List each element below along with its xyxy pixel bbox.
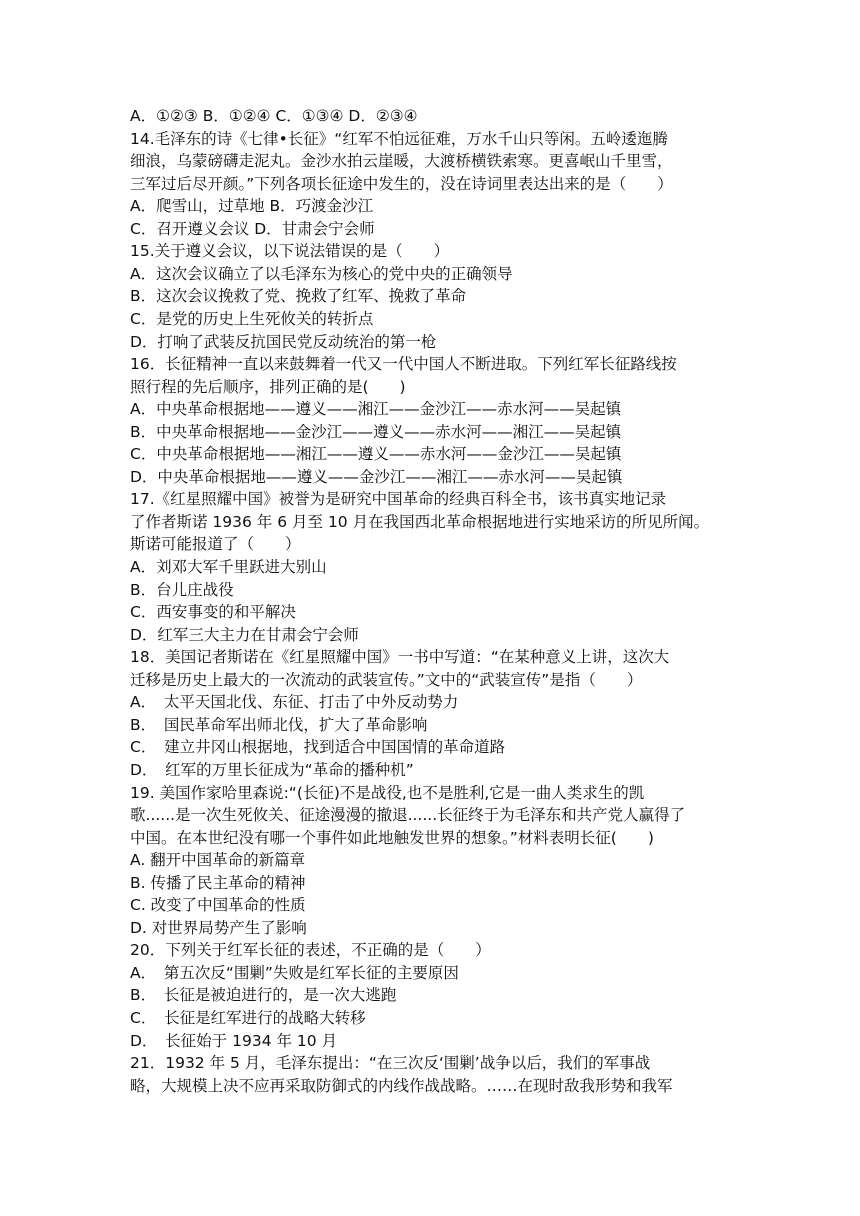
text-line: 18．美国记者斯诺在《红星照耀中国》一书中写道：“在某种意义上讲，这次大 <box>130 648 670 666</box>
text-line: B. 传播了民主革命的精神 <box>130 874 306 892</box>
text-line: D．打响了武装反抗国民党反动统治的第一枪 <box>130 333 437 351</box>
text-line: B．这次会议挽救了党、挽救了红军、挽救了革命 <box>130 287 467 305</box>
text-line: A．爬雪山，过草地 B．巧渡金沙江 <box>130 197 374 215</box>
text-line: 中国。在本世纪没有哪一个事件如此地触发世界的想象。”材料表明长征( ) <box>130 829 654 847</box>
text-line: D. 对世界局势产生了影响 <box>130 919 307 937</box>
text-line: A. 翻开中国革命的新篇章 <box>130 851 306 869</box>
text-line: 略，大规模上决不应再采取防御式的内线作战战略。……在现时敌我形势和我军 <box>130 1077 673 1095</box>
text-line: 19. 美国作家哈里森说:“(长征)不是战役,也不是胜利,它是一曲人类求生的凯 <box>130 784 645 802</box>
text-line: 16．长征精神一直以来鼓舞着一代又一代中国人不断进取。下列红军长征路线按 <box>130 355 677 373</box>
text-line: 21．1932 年 5 月，毛泽东提出：“在三次反‘围剿’战争以后，我们的军事战 <box>130 1054 651 1072</box>
text-line: 了作者斯诺 1936 年 6 月至 10 月在我国西北革命根据地进行实地采访的所见所闻。 <box>130 513 710 531</box>
text-line: 细浪，乌蒙磅礴走泥丸。金沙水拍云崖暖，大渡桥横铁索寒。更喜岷山千里雪， <box>130 152 673 170</box>
text-line: D． 红军的万里长征成为“革命的播种机” <box>130 761 414 779</box>
text-line: 14.毛泽东的诗《七律•长征》“红军不怕远征难，万水千山只等闲。五岭逶迤腾 <box>130 130 668 148</box>
text-line: A． 太平天国北伐、东征、打击了中外反动势力 <box>130 693 459 711</box>
text-line: 照行程的先后顺序，排列正确的是( ) <box>130 378 406 396</box>
text-line: C． 建立井冈山根据地，找到适合中国国情的革命道路 <box>130 738 506 756</box>
text-line: D．红军三大主力在甘肃会宁会师 <box>130 626 359 644</box>
text-line: C． 长征是红军进行的战略大转移 <box>130 1009 366 1027</box>
text-line: B．台儿庄战役 <box>130 581 234 599</box>
text-line: A．刘邓大军千里跃进大别山 <box>130 558 327 576</box>
text-line: D． 长征始于 1934 年 10 月 <box>130 1032 338 1050</box>
text-line: 迁移是历史上最大的一次流动的武装宣传。”文中的“武装宣传”是指（ ） <box>130 671 643 689</box>
text-line: C. 改变了中国革命的性质 <box>130 896 306 914</box>
text-line: 歌......是一次生死攸关、征途漫漫的撤退......长征终于为毛泽东和共产党人赢得了 <box>130 806 686 824</box>
text-line: B．中央革命根据地——金沙江——遵义——赤水河——湘江——吴起镇 <box>130 423 622 441</box>
text-line: 20．下列关于红军长征的表述，不正确的是（ ） <box>130 941 491 959</box>
text-line: C．西安事变的和平解决 <box>130 603 296 621</box>
text-line: 斯诺可能报道了（ ） <box>130 535 301 553</box>
text-line: 17.《红星照耀中国》被誉为是研究中国革命的经典百科全书，该书真实地记录 <box>130 490 667 508</box>
text-line: D．中央革命根据地——遵义——金沙江——湘江——赤水河——吴起镇 <box>130 468 623 486</box>
text-line: C．召开遵义会议 D．甘肃会宁会师 <box>130 220 375 238</box>
text-line: C．中央革命根据地——湘江——遵义——赤水河——金沙江——吴起镇 <box>130 445 622 463</box>
text-line: 15.关于遵义会议，以下说法错误的是（ ） <box>130 242 450 260</box>
text-line: B． 国民革命军出师北伐，扩大了革命影响 <box>130 716 428 734</box>
text-line: B． 长征是被迫进行的，是一次大逃跑 <box>130 986 397 1004</box>
text-line: A．①②③ B．①②④ C．①③④ D．②③④ <box>130 107 418 125</box>
text-line: A． 第五次反“围剿”失败是红军长征的主要原因 <box>130 964 459 982</box>
text-line: A．中央革命根据地——遵义——湘江——金沙江——赤水河——吴起镇 <box>130 400 622 418</box>
text-line: A．这次会议确立了以毛泽东为核心的党中央的正确领导 <box>130 265 513 283</box>
text-line: 三军过后尽开颜。”下列各项长征途中发生的，没在诗词里表达出来的是（ ） <box>130 175 673 193</box>
text-line: C．是党的历史上生死攸关的转折点 <box>130 310 374 328</box>
